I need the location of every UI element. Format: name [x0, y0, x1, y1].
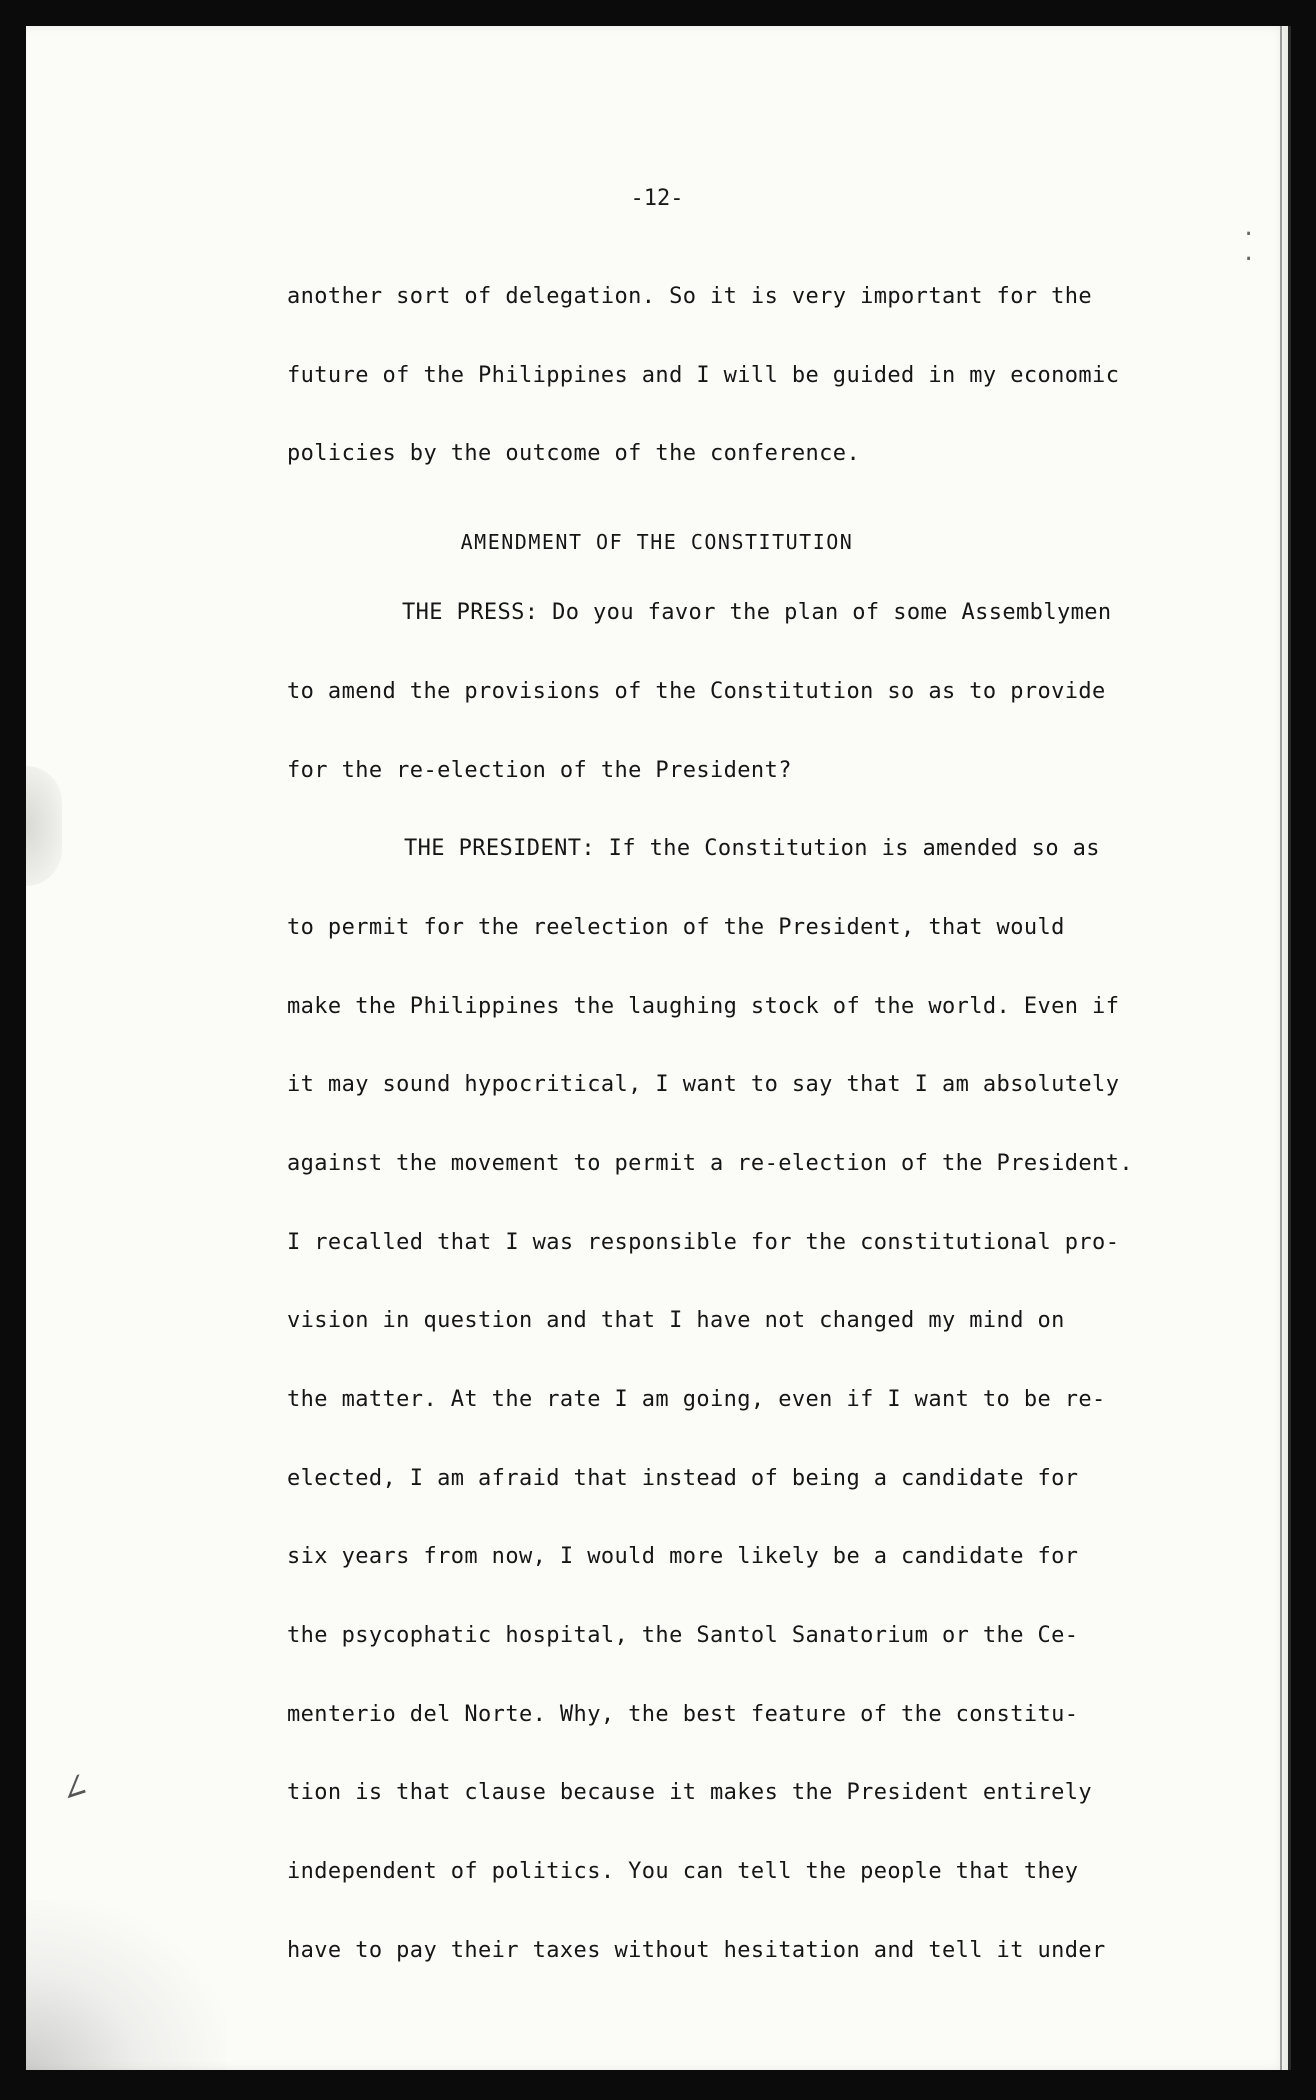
text-line: to permit for the reelection of the President, that would: [287, 915, 1065, 940]
text-line: THE PRESS: Do you favor the plan of some Assemblymen: [402, 600, 1112, 625]
text-line: make the Philippines the laughing stock of the world. Even if: [287, 994, 1120, 1019]
text-line: it may sound hypocritical, I want to say that I am absolutely: [287, 1072, 1120, 1097]
text-line: tion is that clause because it makes the President entirely: [287, 1780, 1093, 1805]
text-line: against the movement to permit a re-election of the President.: [287, 1151, 1133, 1176]
text-line: vision in question and that I have not changed my mind on: [287, 1308, 1065, 1333]
text-line: future of the Philippines and I will be guided in my economic: [287, 363, 1120, 388]
text-line: menterio del Norte. Why, the best feature of the constitu-: [287, 1702, 1079, 1727]
section-heading: AMENDMENT OF THE CONSTITUTION: [460, 530, 854, 554]
text-line: elected, I am afraid that instead of being a candidate for: [287, 1466, 1079, 1491]
text-line: the psycophatic hospital, the Santol Sanatorium or the Ce-: [287, 1623, 1079, 1648]
text-line: six years from now, I would more likely be a candidate for: [287, 1544, 1079, 1569]
punch-hole-mark: [26, 766, 62, 886]
text-line: THE PRESIDENT: If the Constitution is amended so as: [404, 836, 1100, 861]
corner-smudge: [26, 1900, 226, 2070]
text-line: the matter. At the rate I am going, even if I want to be re-: [287, 1387, 1106, 1412]
document-page: [26, 26, 1291, 2070]
page-edge: [1280, 26, 1282, 2070]
pencil-mark-icon: ∠: [54, 1764, 94, 1812]
text-line: I recalled that I was responsible for the constitutional pro-: [287, 1230, 1120, 1255]
stray-marks-icon: · ·: [1242, 222, 1260, 272]
text-line: for the re-election of the President?: [287, 758, 792, 783]
text-line: have to pay their taxes without hesitation and tell it under: [287, 1938, 1106, 1963]
text-line: independent of politics. You can tell the people that they: [287, 1859, 1079, 1884]
page-number: -12-: [630, 186, 684, 211]
text-line: another sort of delegation. So it is very important for the: [287, 284, 1093, 309]
text-line: policies by the outcome of the conference.: [287, 441, 861, 466]
text-line: to amend the provisions of the Constitution so as to provide: [287, 679, 1106, 704]
